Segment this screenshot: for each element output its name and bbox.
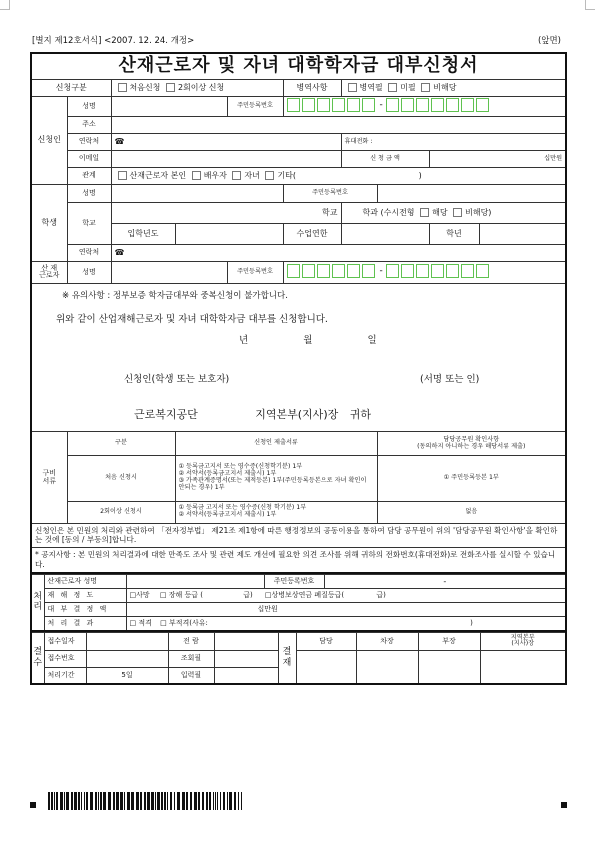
checkbox-label: 기타( [277,170,297,180]
checkbox-self[interactable] [118,171,127,180]
form-number: [별지 제12호서식] <2007. 12. 24. 개정> [32,36,195,46]
proc-result-label: 처 리 결 과 [44,617,126,631]
date-line [239,336,377,347]
student-name-field[interactable] [111,184,283,202]
school-label: 학교 [67,202,111,244]
checkbox-label: 미필 [400,82,416,92]
docs-row1-list: ① 등록금고지서 또는 영수증(신청학기분) 1부 ② 서약서(등록금고지서 제출시) 1부 ③ 가족관계증명서(또는 제적등본) 1부(주민등록등본으로 자녀 확인이 안되는 경우) 1부 [175,455,377,501]
proc-rrn-label: 주민등록번호 [264,575,324,589]
date-year: 년 [239,334,249,346]
proc-rrn-field[interactable] [324,575,566,589]
checkbox-label: 배우자 [203,170,227,180]
department-label: 학과 (수시전형 [362,207,415,217]
email-field[interactable] [111,150,341,167]
phone-icon: ☎ [114,136,125,146]
process-section-label: 처 리 [31,575,44,631]
addressee-to: 귀하 [349,407,371,421]
period-label: 처리기간 [44,667,86,684]
application-form [30,52,565,685]
docs-col-docs: 신청인 제출서류 [175,431,377,455]
registration-mark [30,802,36,808]
amount-field[interactable] [429,150,566,167]
pension-close: 급) [376,591,386,600]
school-suffix: 학교 [322,207,338,217]
phone-field[interactable] [111,133,341,150]
proc-loan-field[interactable] [126,603,566,617]
applicant-sign-label: 신청인(학생 또는 보호자) [124,373,230,385]
checkbox-unserved[interactable] [388,83,397,92]
checkbox-other[interactable] [265,171,274,180]
mobile-field[interactable] [341,133,566,150]
period-value: 5일 [86,667,168,684]
student-name-label: 성명 [67,184,111,202]
documents-section-label: 구비 서류 [31,431,67,523]
amount-label: 신 청 금 액 [341,150,429,167]
approval-section-label: 결 수 [31,632,44,684]
grade-label: 학년 [429,223,479,244]
applicant-name-label: 성명 [67,96,111,116]
application-type-label: 신청구분 [31,79,111,96]
date-day: 일 [367,334,377,346]
sign-director-box[interactable] [480,650,566,684]
recv-date-label: 접수일자 [44,632,86,650]
docs-col-type: 구분 [67,431,175,455]
proc-loan-label: 대 부 결 정 액 [44,603,126,617]
check-input: 입력필 [168,667,214,684]
addressee-org: 근로복지공단 [134,407,198,421]
sign-deputy: 차장 [356,632,418,650]
recv-no-label: 접수번호 [44,650,86,667]
docs-row2-list: ① 등록금 고지서 또는 영수증(신청 학기분) 1부 ② 서약서(등록금고지서 제출시) 1부 [175,501,377,523]
checkbox-label: 비해당 [433,82,457,92]
amount-unit: 십만원 [544,154,563,162]
worker-name-field[interactable] [111,261,227,283]
recv-date-field[interactable] [86,632,168,650]
sign-manager-box[interactable] [418,650,480,684]
notice-text: ※ 유의사항 : 정부보증 학자금대부와 중복신청이 불가합니다. [62,290,288,301]
sign-director: 지역본부 (지사)장 [480,632,566,650]
military-options [341,79,566,96]
consent-text: 신청인은 본 민원의 처리와 관련하여 「전자정부법」 제21조 제1항에 따른 행정정보의 공동이용을 통하여 담당 공무원이 위의 '담당공무원 확인사항'을 확인하는 것에 [동의 / 부동의]합니다. [31,523,566,547]
department-field[interactable] [341,202,566,223]
date-month: 월 [303,334,313,346]
docs-col-officer-title: 담당공무원 확인사항 [443,435,500,443]
checkbox-early-no[interactable] [453,208,462,217]
checkbox-first[interactable] [118,83,127,92]
docs-row1-officer: ① 주민등록등본 1부 [377,455,566,501]
email-label: 이메일 [67,150,111,167]
docs-row2-officer: 없음 [377,501,566,523]
worker-section-label: 산 재 근로자 [31,261,67,283]
checkbox-label: 자녀 [244,170,260,180]
barcode-icon [48,792,244,810]
study-year-field[interactable] [341,223,429,244]
application-type-options [111,79,283,96]
crop-mark [585,0,595,10]
relation-options [111,167,566,184]
docs-col-officer [377,431,566,455]
phone-icon: ☎ [114,247,125,257]
survey-notice: * 공지사항 : 본 민원의 처리결과에 대한 만족도 조사 및 관련 제도 개선에 필요한 의견 조사를 위해 귀하의 전화번호(휴대전화)로 전화조사를 실시할 수 있습니다. [31,547,566,573]
proc-result-options [126,617,566,631]
docs-col-officer-sub: (동의하지 아니하는 경우 해당서류 제출) [417,443,526,450]
other-close: ) [418,170,422,180]
applicant-section-label: 신청인 [31,96,67,184]
checkbox-child[interactable] [232,171,241,180]
school-field[interactable] [111,202,341,223]
proc-disability-label: 재 해 정 도 [44,589,126,603]
checkbox-label: 병역필 [359,82,383,92]
checkbox-spouse[interactable] [192,171,201,180]
recv-no-field[interactable] [86,650,168,667]
applicant-rrn-field[interactable]: - [283,96,566,116]
crop-mark [0,0,10,10]
checkbox-label: 산재근로자 본인 [129,170,187,180]
worker-name-label: 성명 [67,261,111,283]
docs-row2-type: 2회이상 신청시 [67,501,175,523]
check-lookup-field[interactable] [214,650,278,667]
entry-year-label: 입학년도 [111,223,175,244]
worker-rrn-label: 주민등록번호 [227,261,283,283]
military-label: 병역사항 [283,79,341,96]
proc-disability-options [126,589,566,603]
page-title: 산재근로자 및 자녀 대학학자금 대부신청서 [31,53,566,79]
option-grade[interactable]: □ 장해 등급 ( [159,591,203,600]
loan-unit: 십만원 [257,605,278,614]
checkbox-label: 처음신청 [129,82,161,92]
check-view-field[interactable] [214,632,278,650]
registration-mark [561,802,567,808]
mobile-label: 휴대전화 : [344,137,373,145]
checkbox-repeat[interactable] [166,83,175,92]
fail-close: ) [470,619,473,628]
address-field[interactable] [111,116,566,133]
student-phone-field[interactable] [111,244,566,261]
check-input-field[interactable] [214,667,278,684]
checkbox-label: 비해당) [465,207,492,217]
sign-deputy-box[interactable] [356,650,418,684]
contact-label: 연락처 [67,133,111,150]
addressee-line [134,409,371,422]
proc-worker-label: 산재근로자 성명 [44,575,126,589]
grade-close: 급) [243,591,253,600]
sign-staff-box[interactable] [296,650,356,684]
sign-manager: 부장 [418,632,480,650]
student-contact-label: 연락처 [67,244,111,261]
option-pass[interactable]: □ 적격 [129,619,152,628]
student-rrn-field[interactable] [377,184,566,202]
checkbox-label: 2회이상 신청 [177,82,225,92]
study-year-label: 수업연한 [283,223,341,244]
option-fail[interactable]: □ 부적격(사유: [160,619,208,628]
proc-worker-field[interactable] [126,575,264,589]
applicant-name-field[interactable] [111,96,227,116]
sign-staff: 담당 [296,632,356,650]
address-label: 주소 [67,116,111,133]
check-view: 전 람 [168,632,214,650]
addressee-branch: 지역본부(지사)장 [255,407,339,421]
checkbox-early-yes[interactable] [420,208,429,217]
student-section-label: 학생 [31,184,67,261]
rrn-dash: - [443,576,447,586]
grade-field[interactable] [479,223,566,244]
relation-label: 관계 [67,167,111,184]
declaration-block [31,283,566,431]
worker-rrn-field[interactable]: - [283,261,566,283]
student-rrn-label: 주민등록번호 [283,184,377,202]
applicant-rrn-label: 주민등록번호 [227,96,283,116]
docs-row1-type: 처음 신청시 [67,455,175,501]
option-death[interactable]: □사망 [129,591,150,600]
sign-section-label: 결 재 [278,632,296,684]
declaration-text: 위와 같이 산업재해근로자 및 자녀 대학학자금 대부를 신청합니다. [56,313,328,325]
checkbox-served[interactable] [348,83,357,92]
page-side: (앞면) [537,36,561,46]
checkbox-exempt[interactable] [421,83,430,92]
check-lookup: 조회필 [168,650,214,667]
entry-year-field[interactable] [175,223,283,244]
checkbox-label: 해당 [432,207,448,217]
signature-field[interactable]: (서명 또는 인) [420,373,480,385]
option-pension[interactable]: □상병보상연금 폐질등급( [264,591,345,600]
